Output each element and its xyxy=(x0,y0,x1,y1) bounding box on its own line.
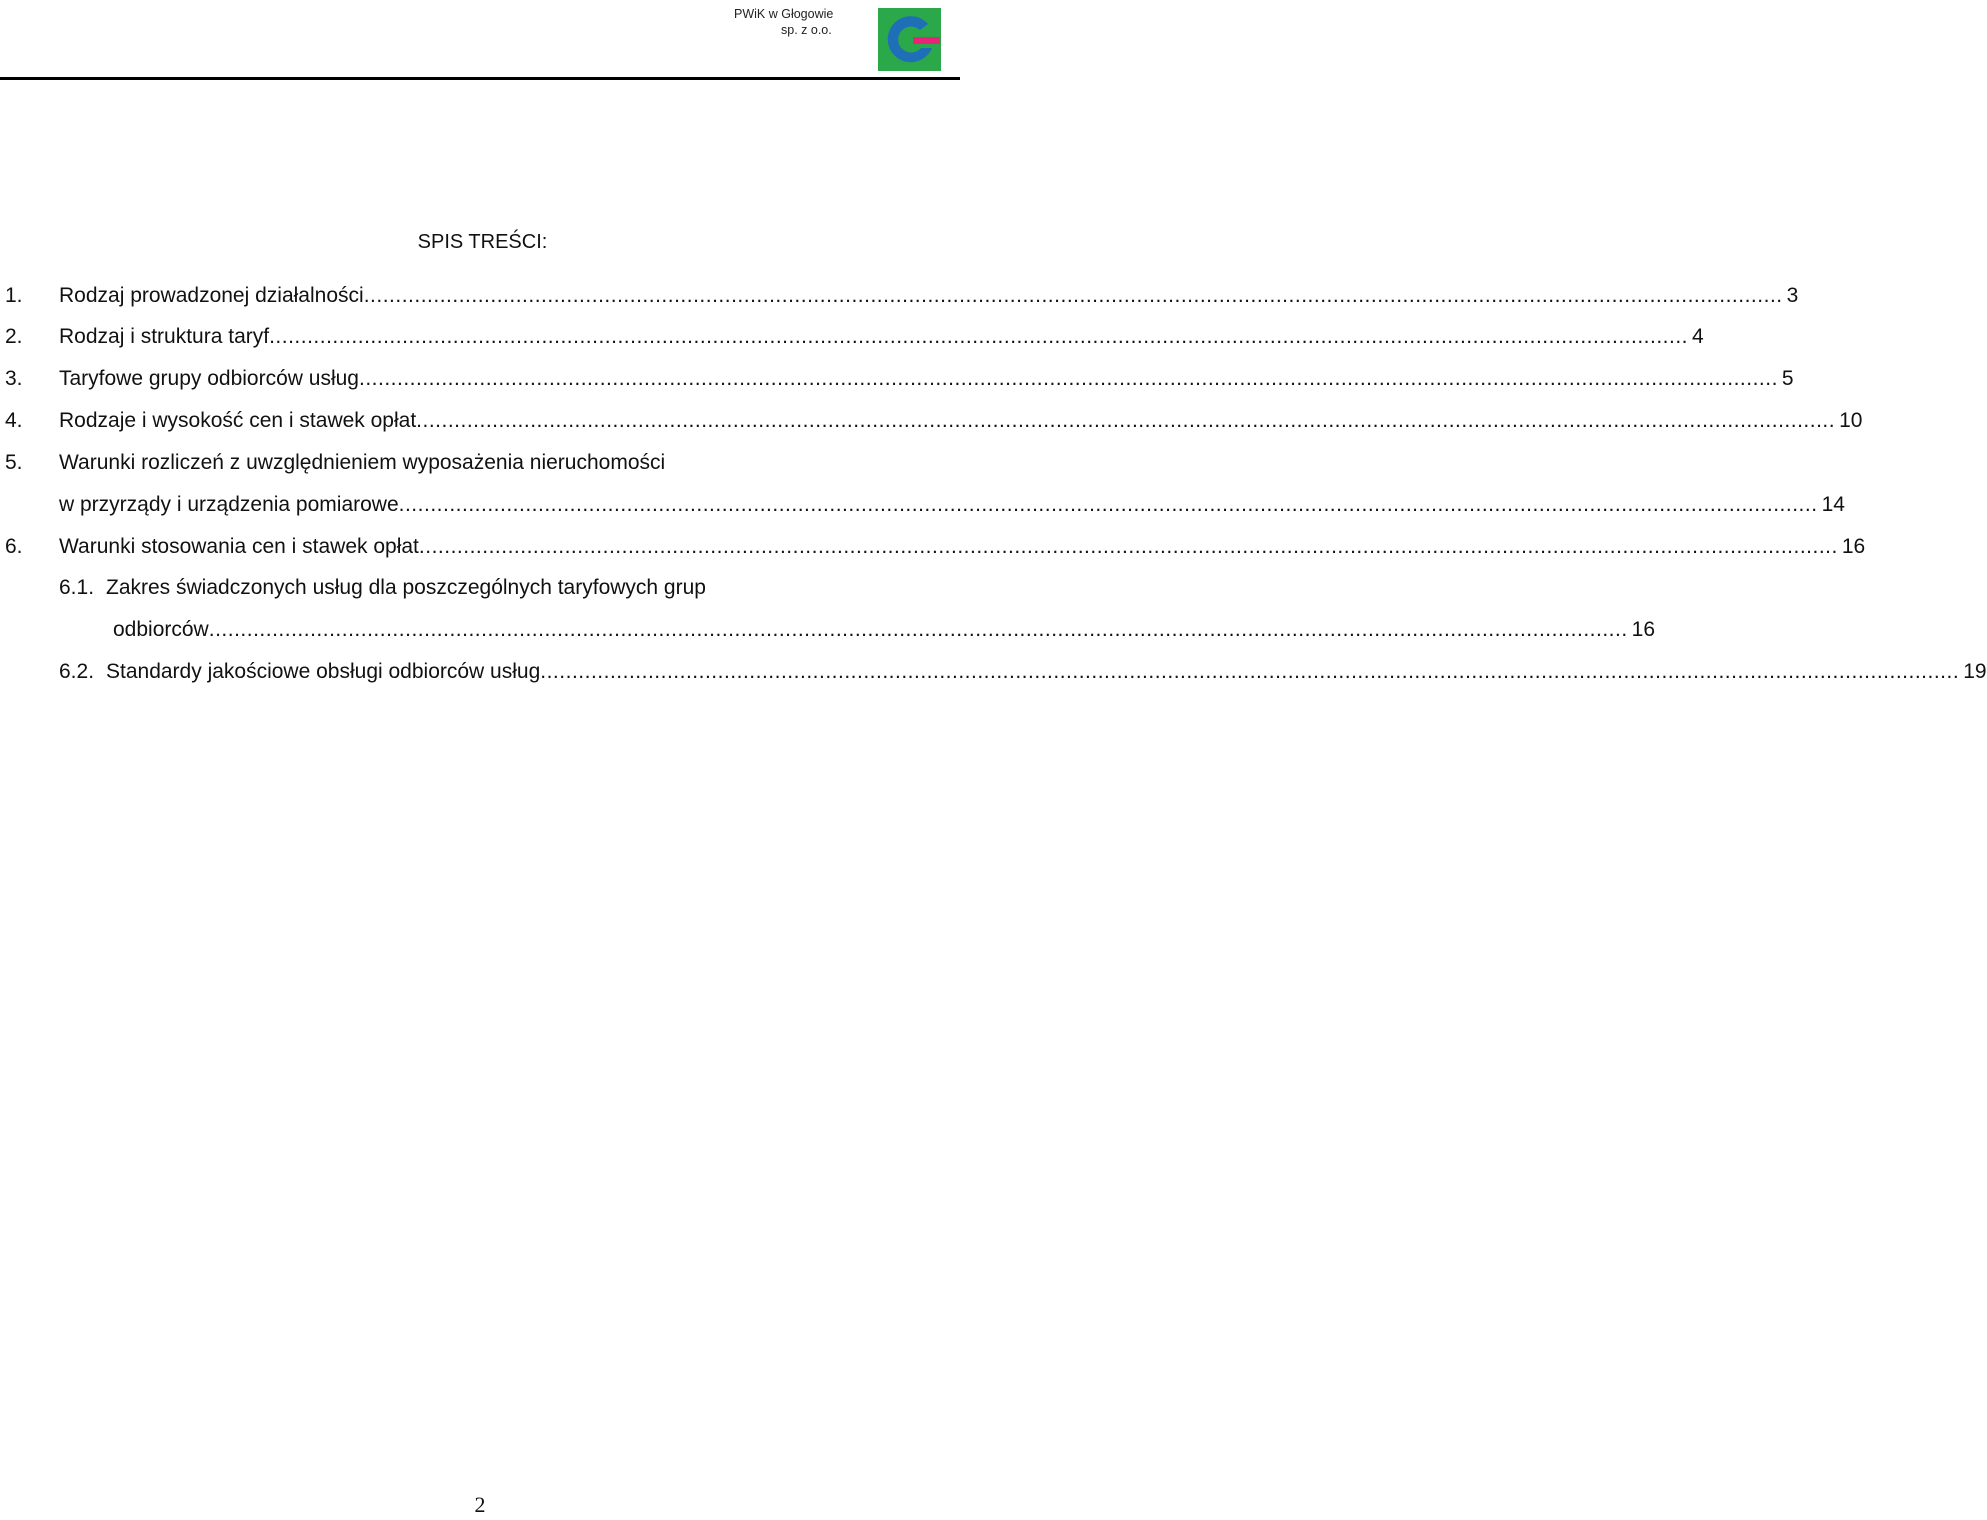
toc-entry-title: Taryfowe grupy odbiorców usług xyxy=(59,367,359,390)
toc-dot-leader: ................................................................................................................................................................................................................................ xyxy=(363,284,1783,307)
toc-entry-page: 19 xyxy=(1963,660,1987,683)
toc-entry-title: Standardy jakościowe obsługi odbiorców usług xyxy=(106,660,541,683)
toc-entry-number: 6.2. xyxy=(59,660,95,683)
toc-dot-leader: ................................................................................................................................................................................................................................ xyxy=(208,618,1628,641)
toc-entry-number: 1. xyxy=(5,284,23,307)
toc-entry-title: Warunki stosowania cen i stawek opłat xyxy=(59,535,419,558)
toc-entry-page: 14 xyxy=(1821,493,1845,516)
toc-dot-leader: ................................................................................................................................................................................................................................ xyxy=(418,535,1838,558)
company-name-line1: PWiK w Głogowie xyxy=(734,7,834,21)
toc-entry-page: 3 xyxy=(1786,284,1799,307)
toc-entry-page: 16 xyxy=(1841,535,1866,558)
toc-dot-leader: ................................................................................................................................................................................................................................ xyxy=(269,325,1688,348)
toc-dot-leader: ................................................................................................................................................................................................................................ xyxy=(398,493,1818,516)
toc-entry-number: 3. xyxy=(5,367,23,390)
toc-entry-1[interactable] xyxy=(0,281,1799,311)
company-name xyxy=(734,6,874,38)
toc-entry-title: Rodzaj prowadzonej działalności xyxy=(59,284,364,307)
toc-entry-3[interactable] xyxy=(0,364,1794,394)
toc-entry-6[interactable] xyxy=(0,532,1866,562)
toc-entry-5-line1[interactable] xyxy=(0,448,955,478)
toc-title xyxy=(0,229,960,255)
toc-dot-leader: ................................................................................................................................................................................................................................ xyxy=(359,367,1778,390)
toc-title-text: SPIS TREŚCI: xyxy=(417,231,548,253)
toc-entry-6-1-line2[interactable] xyxy=(0,615,1656,645)
toc-entry-title-line1: Warunki rozliczeń z uwzględnieniem wyposażenia nieruchomości xyxy=(59,451,666,474)
toc-entry-5-line2[interactable] xyxy=(0,490,1845,520)
toc-dot-leader: ................................................................................................................................................................................................................................ xyxy=(416,409,1836,432)
toc-entry-title-line1: Zakres świadczonych usług dla poszczególnych taryfowych grup xyxy=(106,576,706,599)
toc-entry-2[interactable] xyxy=(0,322,1704,352)
toc-entry-page: 4 xyxy=(1692,325,1704,348)
page-number: 2 xyxy=(474,1492,486,1517)
toc-entry-title: w przyrządy i urządzenia pomiarowe xyxy=(59,493,399,516)
toc-entry-6-2[interactable] xyxy=(0,657,1987,687)
toc-entry-page: 10 xyxy=(1839,409,1863,432)
company-logo xyxy=(878,8,941,71)
toc-dot-leader: ................................................................................................................................................................................................................................ xyxy=(540,660,1960,683)
toc-entry-title: odbiorców xyxy=(113,618,209,641)
toc-entry-number: 5. xyxy=(5,451,23,474)
toc-entry-number: 2. xyxy=(5,325,23,348)
company-name-line2: sp. z o.o. xyxy=(781,23,832,37)
toc-entry-number: 6.1. xyxy=(59,576,95,599)
toc-entry-page: 5 xyxy=(1781,367,1794,390)
header-divider xyxy=(0,77,960,80)
toc-entry-number: 6. xyxy=(5,535,23,558)
toc-entry-title: Rodzaje i wysokość cen i stawek opłat xyxy=(59,409,417,432)
toc-entry-title: Rodzaj i struktura taryf xyxy=(59,325,270,348)
toc-entry-6-1-line1[interactable] xyxy=(0,573,955,603)
toc-entry-4[interactable] xyxy=(0,406,1863,436)
toc-entry-page: 16 xyxy=(1631,618,1656,641)
toc-entry-number: 4. xyxy=(5,409,23,432)
